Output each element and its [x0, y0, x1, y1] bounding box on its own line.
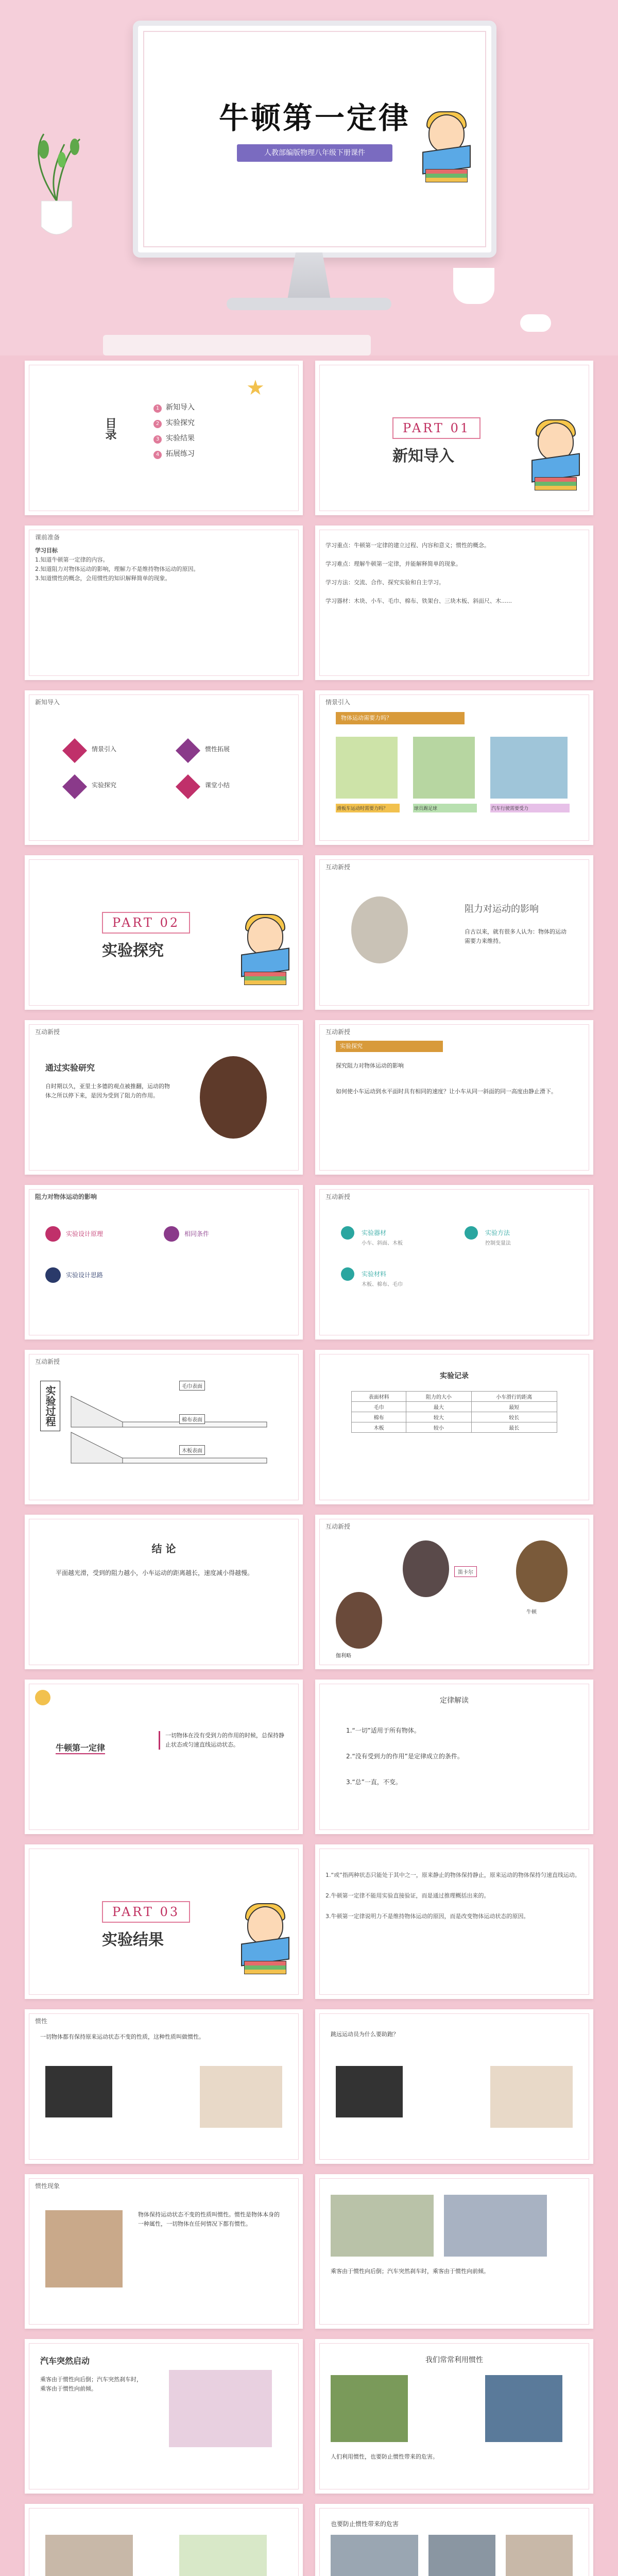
- ramp-diagram: [66, 1376, 287, 1489]
- surface-label: 棉布表面: [179, 1414, 205, 1424]
- slide-title: 互动新授: [325, 1523, 351, 1530]
- apply-title: 我们常常利用惯性: [425, 2356, 483, 2364]
- slide-experiment[interactable]: [315, 1020, 593, 1175]
- experiment-text: 探究阻力对物体运动的影响: [336, 1062, 404, 1069]
- slide-law[interactable]: [25, 1680, 303, 1834]
- aristotle-text: 自古以来，就有很多人认为：物体的运动需要力来维持。: [465, 928, 566, 944]
- slide-part-01[interactable]: [315, 361, 593, 515]
- monitor-screen: [133, 21, 496, 258]
- law-title: 牛顿第一定律: [56, 1741, 105, 1754]
- sign-photo: [506, 2535, 573, 2576]
- mouse-icon: [520, 314, 551, 332]
- caption: 伽利略: [336, 1653, 351, 1659]
- slide-title: 互动新授: [325, 1028, 351, 1036]
- mug-icon: [453, 268, 494, 304]
- caption: 笛卡尔: [454, 1566, 477, 1577]
- slide-process[interactable]: [25, 1350, 303, 1504]
- slide-title: 课前准备: [35, 534, 60, 541]
- slide-harm-1[interactable]: [25, 2504, 303, 2576]
- slide-part-02[interactable]: [25, 855, 303, 1010]
- slide-goals-left[interactable]: [25, 526, 303, 680]
- bullet-icon: [45, 1267, 61, 1283]
- part-title: 实验探究: [102, 942, 164, 960]
- record-table: 表面材料 阻力的大小 小车滑行的距离 毛巾 最大 最短 棉布 较大 较长 木板 较小 最长: [351, 1391, 557, 1433]
- toc-item-2[interactable]: 2 实验探究: [153, 417, 195, 428]
- caption: 滑板车运动时需要力吗？: [336, 804, 400, 812]
- slide-result[interactable]: [315, 1844, 593, 1999]
- slide-title: 阻力对物体运动的影响: [35, 1193, 97, 1200]
- slide-newton[interactable]: [315, 1515, 593, 1669]
- process-label: 实验过程: [40, 1381, 60, 1431]
- slide-equipment[interactable]: [315, 1185, 593, 1340]
- aristotle-heading: 阻力对运动的影响: [465, 904, 539, 914]
- slide-title: 惯性: [35, 2018, 48, 2025]
- seatbelt-photo: [331, 2535, 418, 2576]
- equip-sub: 小车、斜面、木板: [362, 1241, 403, 1246]
- scooter-photo: [336, 737, 398, 799]
- record-title: 实验记录: [440, 1372, 469, 1380]
- hand-photo: [200, 2066, 282, 2128]
- reading-boy-illustration: [241, 917, 287, 984]
- import-item: 课堂小结: [205, 782, 230, 789]
- coin-cup-photo: [45, 2066, 112, 2117]
- galileo-portrait: [336, 1592, 382, 1649]
- law-text: 一切物体在没有受到力的作用的时候，总保持静止状态或匀速直线运动状态。: [159, 1731, 289, 1750]
- explain-title: 定律解读: [440, 1697, 469, 1705]
- bullet-icon: [341, 1226, 354, 1240]
- equip-sub: 控制变量法: [485, 1241, 511, 1246]
- beating-clothes-photo: [45, 2535, 133, 2576]
- part-number: PART 01: [392, 417, 480, 439]
- design-item: 实验设计原理: [66, 1230, 104, 1238]
- bullet-icon: [465, 1226, 478, 1240]
- coin-cup-photo: [336, 2066, 403, 2117]
- car-road-photo: [490, 737, 568, 799]
- slide-title: 新知导入: [35, 699, 60, 706]
- star-icon: ★: [246, 376, 265, 400]
- cover-screen: [143, 31, 486, 247]
- slide-title: 互动新授: [35, 1028, 60, 1036]
- slide-inertia[interactable]: [25, 2009, 303, 2164]
- descartes-portrait: [403, 1540, 449, 1597]
- slide-toc[interactable]: [25, 361, 303, 515]
- bullet-icon: [164, 1226, 179, 1242]
- caption: 球员踢足球: [413, 804, 477, 812]
- runner-photo: [45, 2210, 123, 2287]
- toc-item-4[interactable]: 4 拓展练习: [153, 448, 195, 459]
- slide-aristotle[interactable]: [315, 855, 593, 1010]
- cartoon-photo: [179, 2535, 267, 2576]
- goals-list: 学习目标 1.知道牛顿第一定律的内容。 2.知道阻力对物体运动的影响，理解力不是维持物体运动的原因。 3.知道惯性的概念，会用惯性的知识解释简单的现象。: [35, 547, 199, 582]
- bulb-icon: [35, 1690, 50, 1705]
- keyboard: [103, 335, 371, 355]
- explain-item: 2.“没有受到力的作用”是定律成立的条件。: [346, 1753, 464, 1760]
- slide-design[interactable]: [25, 1185, 303, 1340]
- slide-title: 情景引入: [325, 699, 351, 706]
- pole-vault-photo: [485, 2375, 562, 2442]
- import-item: 惯性拓展: [205, 745, 230, 753]
- car-text: 乘客由于惯性向后倒；汽车突然刹车时，乘客由于惯性向前倾。: [40, 2376, 142, 2392]
- bus-cartoon: [169, 2370, 272, 2447]
- aristotle-bust: [351, 896, 408, 963]
- slide-scene[interactable]: [315, 690, 593, 845]
- slide-explain[interactable]: [315, 1680, 593, 1834]
- car-photo: [428, 2535, 495, 2576]
- import-item: 情景引入: [92, 745, 117, 753]
- part-title: 实验结果: [102, 1931, 164, 1949]
- experiment-question: 如何使小车运动到水平面时具有相同的速度？让小车从同一斜面的同一高度由静止滑下。: [336, 1088, 557, 1095]
- slide-inertia-2[interactable]: [315, 2009, 593, 2164]
- reading-boy-illustration: [241, 1906, 287, 1973]
- caption: 汽车行驶需要受力: [490, 804, 570, 812]
- slide-record[interactable]: [315, 1350, 593, 1504]
- slide-conclusion[interactable]: [25, 1515, 303, 1669]
- slide-title: 互动新授: [325, 863, 351, 871]
- car-title: 汽车突然启动: [40, 2356, 90, 2366]
- bullet-icon: [341, 1267, 354, 1281]
- apply-text: 人们利用惯性，也要防止惯性带来的危害。: [331, 2453, 438, 2460]
- inertia-text: 一切物体都有保持原来运动状态不变的性质，这种性质叫做惯性。: [40, 2033, 204, 2040]
- design-item: 实验设计思路: [66, 1272, 104, 1279]
- equip-item: 实验器材: [362, 1229, 387, 1236]
- slide-car-start[interactable]: [25, 2339, 303, 2494]
- surface-label: 木板表面: [179, 1445, 205, 1455]
- slide-title: 互动新授: [325, 1193, 351, 1200]
- slide-harm-2[interactable]: [315, 2504, 593, 2576]
- conclusion-text: 平面越光滑，受到的阻力越小，小车运动的距离越长，速度减小得越慢。: [56, 1569, 254, 1577]
- toc-item-3[interactable]: 3 实验结果: [153, 433, 195, 444]
- football-photo: [413, 737, 475, 799]
- slide-import[interactable]: [25, 690, 303, 845]
- hand-photo: [490, 2066, 573, 2128]
- reading-boy-illustration: [422, 114, 469, 181]
- part-number: PART 02: [102, 912, 190, 934]
- sports-photo: [331, 2375, 408, 2442]
- inertia-question: 跳远运动员为什么要助跑？: [331, 2031, 399, 2038]
- reading-boy-illustration: [531, 422, 578, 489]
- plant-vase-illustration: [28, 129, 85, 242]
- experiment-label: 实验探究: [336, 1041, 443, 1052]
- monitor-base: [227, 298, 391, 310]
- conclusion-title: 结 论: [151, 1543, 176, 1555]
- harm-title: 也要防止惯性带来的危害: [331, 2520, 399, 2528]
- crash-photo: [444, 2195, 547, 2257]
- inertia-definition: 物体保持运动状态不变的性质叫惯性。惯性是物体本身的一种属性，一切物体在任何情况下都有惯性。: [138, 2211, 280, 2227]
- toc-item-1[interactable]: 1 新知导入: [153, 402, 195, 413]
- import-item: 实验探究: [92, 782, 117, 789]
- slide-inertia-def[interactable]: [25, 2174, 303, 2329]
- slide-goals-right[interactable]: [315, 526, 593, 680]
- caption: 牛顿: [526, 1609, 537, 1615]
- design-item: 相同条件: [184, 1230, 210, 1238]
- slide-galileo[interactable]: [25, 1020, 303, 1175]
- goals-right-list: 学习重点：牛顿第一定律的建立过程、内容和意义；惯性的概念。 学习难点：理解牛顿第一定律，并能解释简单的现象。 学习方法：交流、合作、探究实验和自主学习。 学习器材：木块、小车、毛巾、棉布、铁架台、三块木板、斜面尺、木......: [325, 542, 512, 604]
- surface-label: 毛巾表面: [179, 1381, 205, 1391]
- result-list: 1.“或”指两种状态只能处于其中之一，原来静止的物体保持静止，原来运动的物体保持匀速直线运动。 2.牛顿第一定律不能用实验直接验证，而是通过推理概括出来的。 3.牛顿第一定律说明力不是维持物体运动的原因，而是改变物体运动状态的原因。: [325, 1872, 580, 1920]
- cover-subtitle: 人教部编版物理八年级下册课件: [237, 144, 392, 162]
- toc-heading: 目录: [104, 417, 116, 440]
- galileo-text: 自时期以久，亚里士多德的观点被推翻，运动的物体之所以停下来，是因为受到了阻力的作用。: [45, 1083, 170, 1099]
- cover-title: 牛顿第一定律: [218, 100, 410, 135]
- equip-item: 实验方法: [485, 1229, 510, 1236]
- slide-title: 互动新授: [35, 1358, 60, 1365]
- newton-portrait: [516, 1540, 568, 1602]
- equip-sub: 木板、棉布、毛巾: [362, 1282, 403, 1287]
- equip-item: 实验材料: [362, 1270, 387, 1278]
- bus-photo: [331, 2195, 434, 2257]
- car-text: 乘客由于惯性向后倒；汽车突然刹车时，乘客由于惯性向前倾。: [331, 2268, 489, 2275]
- slide-car-crash[interactable]: [315, 2174, 593, 2329]
- slide-apply[interactable]: [315, 2339, 593, 2494]
- galileo-portrait: [200, 1056, 267, 1139]
- explain-item: 1.“一切”适用于所有物体。: [346, 1727, 420, 1734]
- part-number: PART 03: [102, 1901, 190, 1923]
- slide-part-03[interactable]: [25, 1844, 303, 1999]
- scene-question: 物体运动需要力吗？: [336, 712, 465, 724]
- bullet-icon: [45, 1226, 61, 1242]
- part-title: 新知导入: [392, 447, 454, 465]
- explain-item: 3.“总”一直，不变。: [346, 1778, 402, 1786]
- slide-title: 惯性现象: [35, 2182, 60, 2190]
- galileo-heading: 通过实验研究: [45, 1063, 95, 1073]
